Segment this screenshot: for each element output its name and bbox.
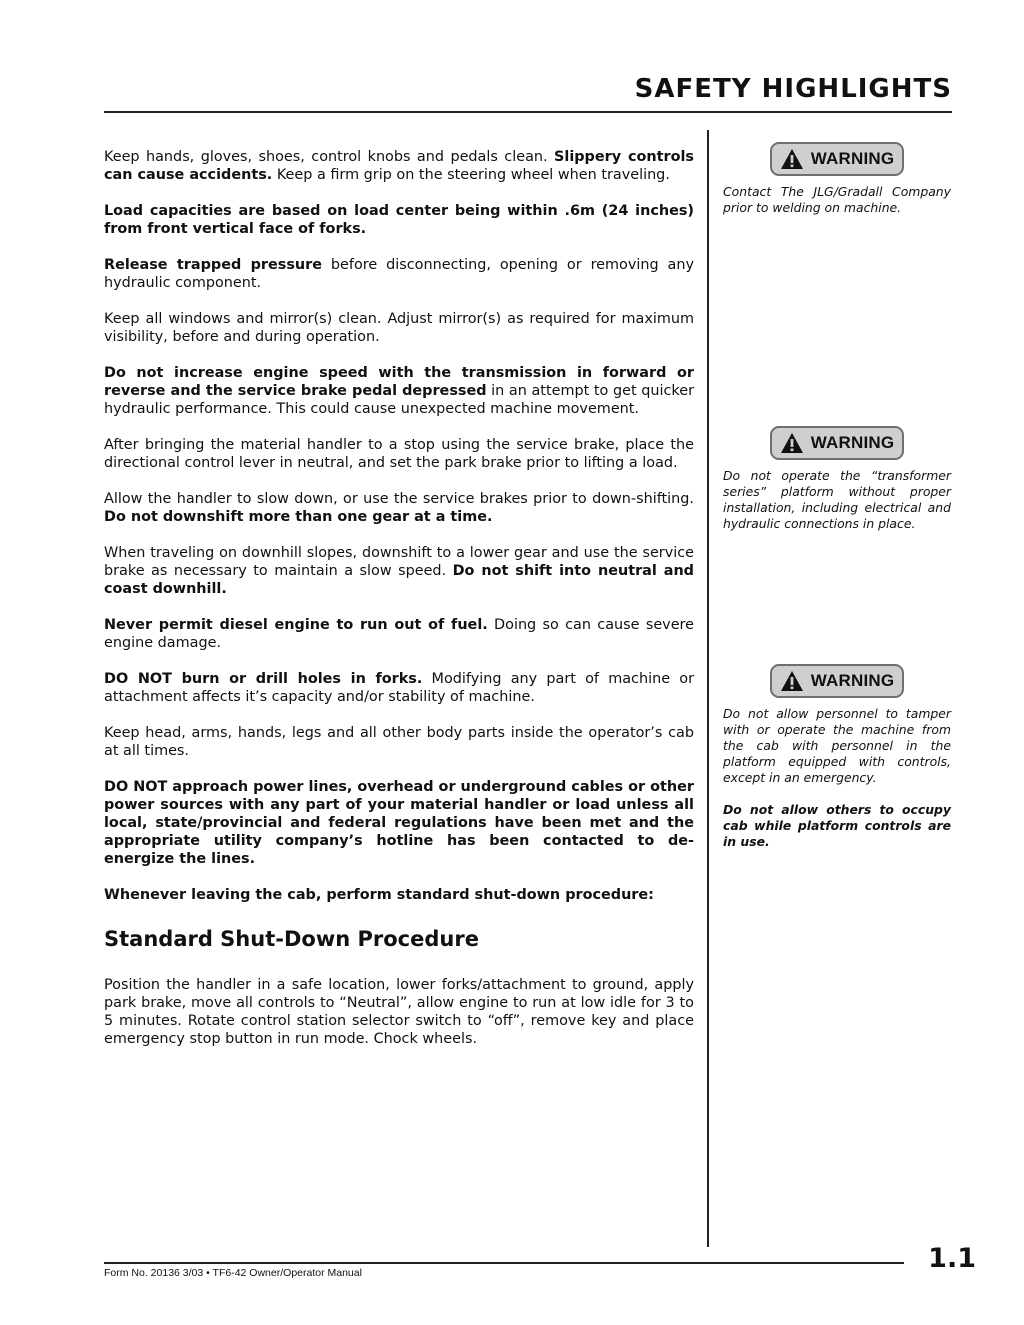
paragraph-downhill: When traveling on downhill slopes, downshift to a lower gear and use the service brake as necessary to maintain a slow speed. Do not shift into neutral and coast downhill. <box>104 545 694 597</box>
footer-rule <box>104 1262 904 1264</box>
warning-label: WARNING <box>810 433 895 452</box>
title-rule <box>104 111 952 113</box>
warning-badge <box>770 664 904 698</box>
warning-text: Contact The JLG/Gradall Company prior to welding on machine. <box>723 184 951 215</box>
paragraph-power-lines: DO NOT approach power lines, overhead or underground cables or other power sources with any part of your material handler or load unless all local, state/provincial and federal regulations have been met and the appropriate utility company’s hotline has been contacted to de-energize the lines. <box>104 779 694 867</box>
page-title: SAFETY HIGHLIGHTS <box>634 74 952 104</box>
column-divider <box>707 130 709 1247</box>
paragraph-body-parts: Keep head, arms, hands, legs and all other body parts inside the operator’s cab at all times. <box>104 725 694 759</box>
warning-triangle-icon <box>780 670 804 692</box>
paragraph-windows-mirrors: Keep all windows and mirror(s) clean. Adjust mirror(s) as required for maximum visibility, before and during operation. <box>104 311 694 345</box>
paragraph-leaving-cab: Whenever leaving the cab, perform standard shut-down procedure: <box>104 887 654 903</box>
paragraph-load-capacity: Load capacities are based on load center being within .6m (24 inches) from front vertical face of forks. <box>104 203 694 237</box>
paragraph-trapped-pressure: Release trapped pressure before disconnecting, opening or removing any hydraulic component. <box>104 257 694 291</box>
warning-label: WARNING <box>810 149 895 168</box>
warning-triangle-icon <box>780 148 804 170</box>
section-heading-shutdown: Standard Shut-Down Procedure <box>104 927 479 951</box>
warning-block-3 <box>723 664 951 850</box>
paragraph-fuel: Never permit diesel engine to run out of fuel. Doing so can cause severe engine damage. <box>104 617 695 651</box>
warning-label: WARNING <box>810 671 895 690</box>
paragraph-forks: DO NOT burn or drill holes in forks. Modifying any part of machine or attachment affects it’s capacity and/or stability of machine. <box>104 671 694 705</box>
warning-text: Do not operate the “transformer series” platform without proper installation, including electrical and hydraulic connections in place. <box>723 468 951 531</box>
warning-block-2 <box>723 426 951 532</box>
warning-triangle-icon <box>780 432 804 454</box>
warning-block-1 <box>723 142 951 216</box>
warning-text: Do not allow personnel to tamper with or operate the machine from the cab with personnel in the platform equipped with controls, except in an emergency. <box>723 706 951 785</box>
paragraph-downshift: Allow the handler to slow down, or use the service brakes prior to down-shifting. Do not downshift more than one gear at a time. <box>104 491 694 525</box>
main-column <box>104 148 694 1066</box>
warning-badge <box>770 142 904 176</box>
paragraph-engine-speed: Do not increase engine speed with the transmission in forward or reverse and the service brake pedal depressed in an attempt to get quicker hydraulic performance. This could cause unexpected machine movement. <box>104 365 694 417</box>
paragraph-shutdown-procedure: Position the handler in a safe location, lower forks/attachment to ground, apply park brake, move all controls to “Neutral”, allow engine to run at low idle for 3 to 5 minutes. Rotate control station selector switch to “off”, remove key and place emergency stop button in run mode. Chock wheels. <box>104 977 694 1047</box>
paragraph-stop-before-lift: After bringing the material handler to a stop using the service brake, place the directional control lever in neutral, and set the park brake prior to lifting a load. <box>104 437 694 471</box>
warning-text-bold: Do not allow others to occupy cab while platform controls are in use. <box>723 802 951 849</box>
footer-form-number: Form No. 20136 3/03 • TF6-42 Owner/Operator Manual <box>104 1267 362 1279</box>
warning-badge <box>770 426 904 460</box>
paragraph-slippery-controls: Keep hands, gloves, shoes, control knobs and pedals clean. Slippery controls can cause accidents. Keep a firm grip on the steering wheel when traveling. <box>104 149 694 183</box>
page-number: 1.1 <box>928 1243 976 1274</box>
